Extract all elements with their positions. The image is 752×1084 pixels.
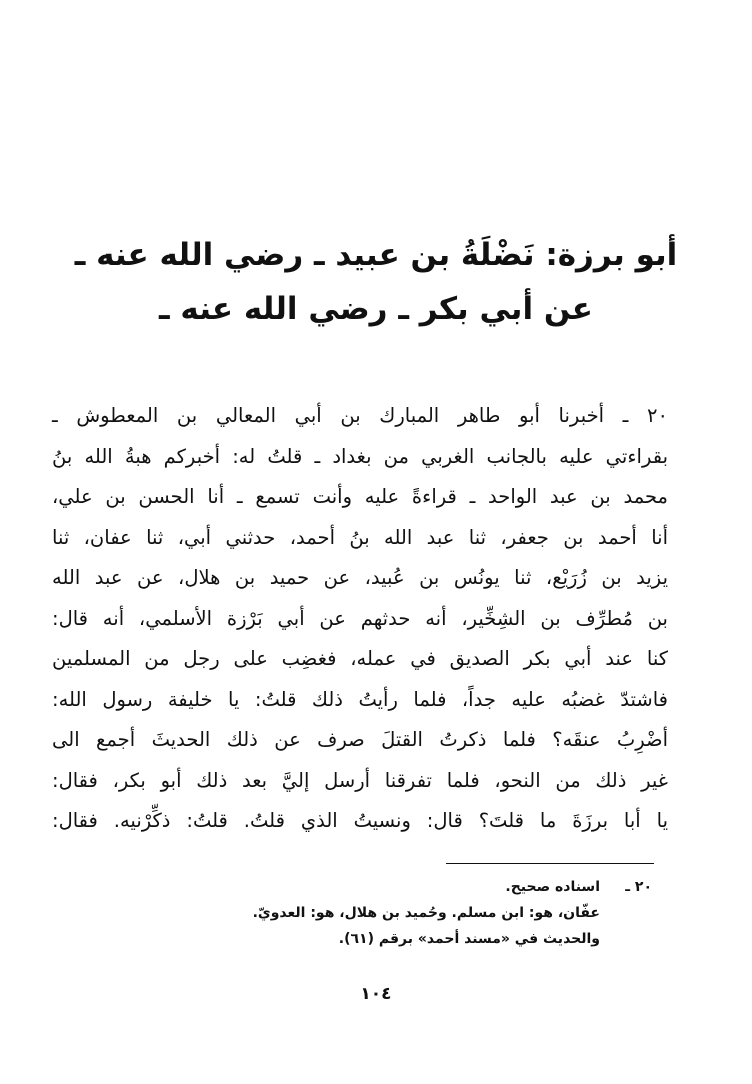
text-line-3: محمد بن عبد الواحد ـ قراءةً عليه وأنت تسمع ـ أنا الحسن بن علي، [52,485,668,508]
text-line-10: غير ذلك من النحو، فلما تفرقنا أرسل إليَّ بعد ذلك أبو بكر، فقال: [52,768,668,792]
text-line-5: يزيد بن زُرَيْع، ثنا يونُس بن عُبيد، عن حميد بن هلال، عن عبد الله [52,566,668,589]
footnotes [200,874,652,952]
footnote-divider [446,863,654,864]
heading-line-1: أبو برزة: نَضْلَةُ بن عبيد ـ رضي الله عنه ـ [74,237,678,273]
text-line-2: بقراءتي عليه بالجانب الغربي من بغداد ـ قلتُ له: أخبركم هبةُ الله بنُ [52,444,668,468]
footnote-text-1: اسناده صحيح. [505,879,600,895]
page-number: ١٠٤ [360,984,392,1004]
text-line-8: فاشتدّ غضبُه عليه جداً، فلما رأيتُ ذلك قلتُ: يا خليفة رسول الله: [52,687,668,711]
footnote-number: ٢٠ ـ [625,879,652,895]
footnote-line-1 [200,874,652,900]
hadith-text [52,396,668,842]
footnote-line-3: والحديث في «مسند أحمد» برقم (٦١). [338,931,600,947]
text-line-7: كنا عند أبي بكر الصديق في عمله، فغضِب على رجل من المسلمين [52,647,668,670]
chapter-heading [40,228,712,336]
text-line-1: ٢٠ ـ أخبرنا أبو طاهر المبارك بن أبي المعالي بن المعطوش ـ [52,404,668,427]
heading-line-2: عن أبي بكر ـ رضي الله عنه ـ [159,291,593,327]
footnote-line-2: عفّان، هو: ابن مسلم. وحُميد بن هلال، هو: العدويّ. [252,905,600,921]
text-line-11: يا أبا برزَةَ ما قلتَ؟ قال: ونسيتُ الذي قلتُ. قلتُ: ذكِّرْنيه. فقال: [52,809,668,832]
text-line-4: أنا أحمد بن جعفر، ثنا عبد الله بنُ أحمد، حدثني أبي، ثنا عفان، ثنا [52,525,668,549]
text-line-9: أضْرِبُ عنقَه؟ فلما ذكرتُ القتلَ صرف عن ذلك الحديثَ أجمع الى [52,728,668,751]
text-line-6: بن مُطرِّف بن الشِخِّير، أنه حدثهم عن أبي بَرْزة الأسلمي، أنه قال: [52,606,668,630]
